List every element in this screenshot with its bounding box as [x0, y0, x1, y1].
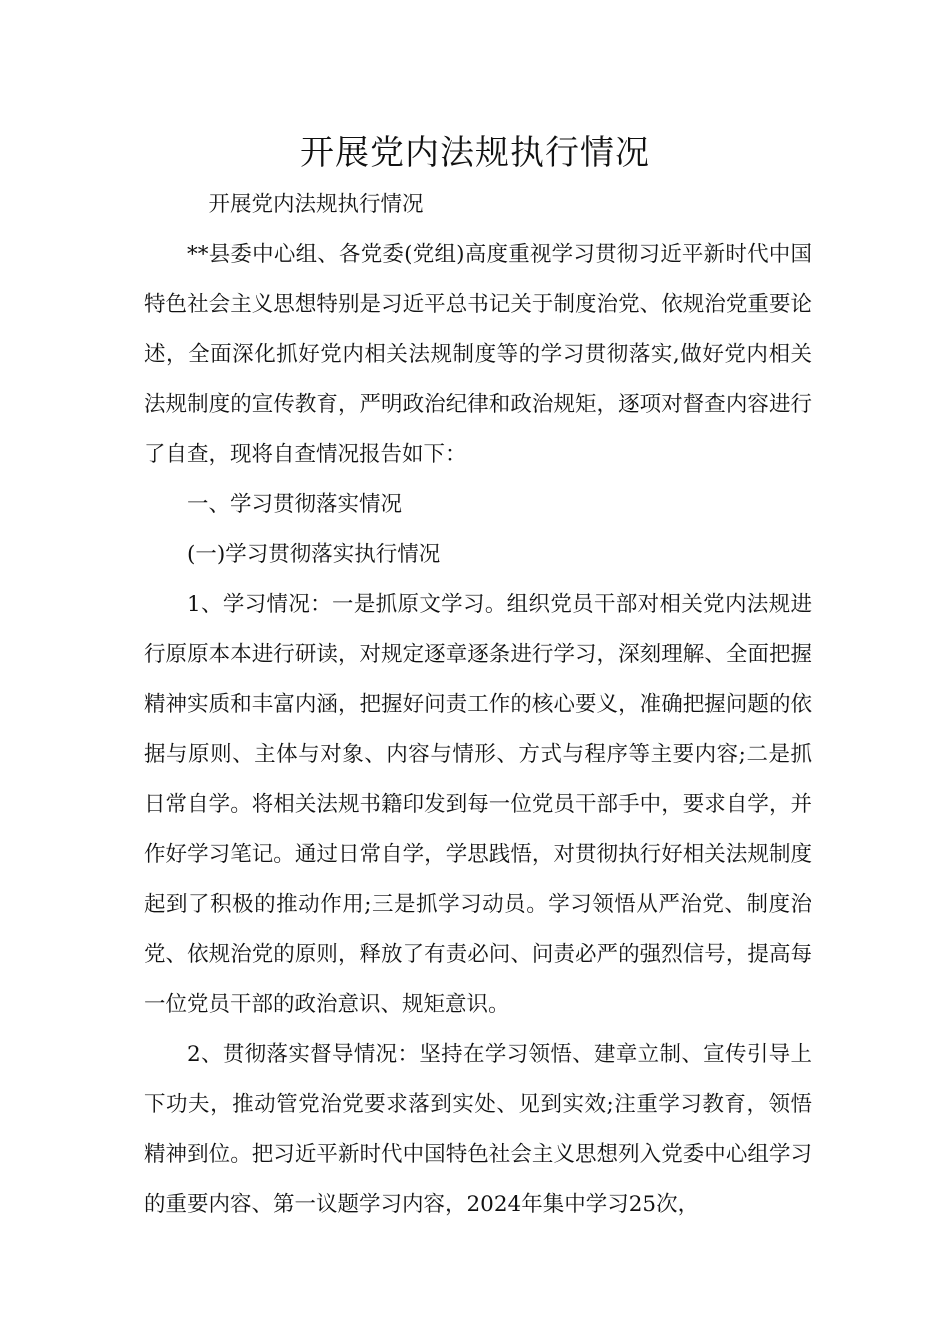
subsection-heading: (一)学习贯彻落实执行情况	[187, 542, 441, 567]
document-title: 开展党内法规执行情况	[300, 133, 650, 173]
document-subtitle: 开展党内法规执行情况	[208, 192, 424, 217]
paragraph-supervision: 2、贯彻落实督导情况：坚持在学习领悟、建章立制、宣传引导上下功夫，推动管党治党要求落到实处、见到实效;注重学习教育，领悟精神到位。把习近平新时代中国特色社会主义思想列入党委中心组学习的重要内容、第一议题学习内容，2024年集中学习25次，	[144, 1042, 812, 1217]
paragraph-study: 1、学习情况：一是抓原文学习。组织党员干部对相关党内法规进行原原本本进行研读，对规定逐章逐条进行学习，深刻理解、全面把握精神实质和丰富内涵，把握好问责工作的核心要义，准确把握问题的依据与原则、主体与对象、内容与情形、方式与程序等主要内容;二是抓日常自学。将相关法规书籍印发到每一位党员干部手中，要求自学，并作好学习笔记。通过日常自学，学思践悟，对贯彻执行好相关法规制度起到了积极的推动作用;三是抓学习动员。学习领悟从严治党、制度治党、依规治党的原则，释放了有责必问、问责必严的强烈信号，提高每一位党员干部的政治意识、规矩意识。	[144, 592, 812, 1017]
paragraph-intro: **县委中心组、各党委(党组)高度重视学习贯彻习近平新时代中国特色社会主义思想特别是习近平总书记关于制度治党、依规治党重要论述，全面深化抓好党内相关法规制度等的学习贯彻落实,做好党内相关法规制度的宣传教育，严明政治纪律和政治规矩，逐项对督查内容进行了自查，现将自查情况报告如下：	[144, 242, 812, 467]
document-body	[144, 180, 812, 1230]
section-heading: 一、学习贯彻落实情况	[187, 492, 403, 517]
